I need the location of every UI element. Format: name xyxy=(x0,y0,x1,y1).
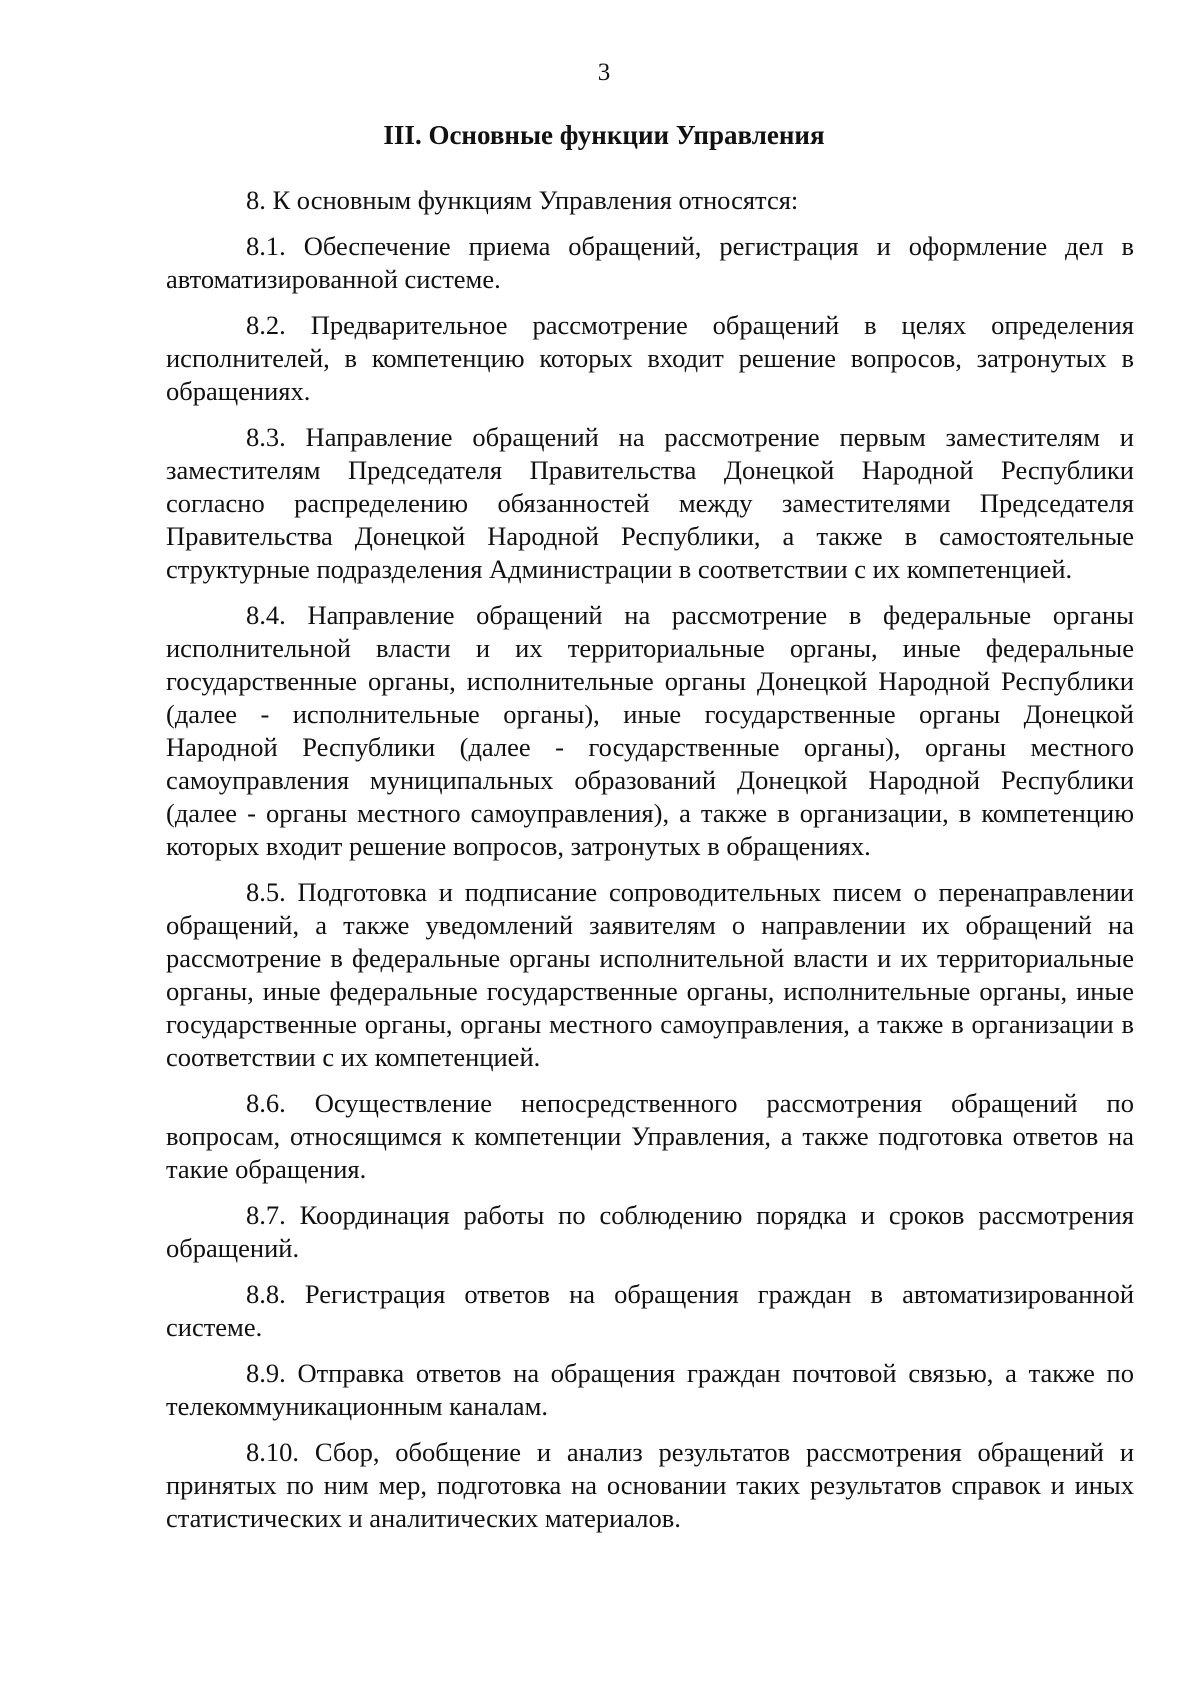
paragraph-8-3: 8.3. Направление обращений на рассмотрение первым заместителям и заместителям Председателя Правительства Донецкой Народной Республики согласно распределению обязанностей между заместителями Председателя Правительства Донецкой Народной Республики, а также в самостоятельные структурные подразделения Администрации в соответствии с их компетенцией. xyxy=(166,422,1134,584)
paragraph-8-8: 8.8. Регистрация ответов на обращения граждан в автоматизированной системе. xyxy=(166,1279,1134,1342)
paragraph-8-9: 8.9. Отправка ответов на обращения граждан почтовой связью, а также по телекоммуникационным каналам. xyxy=(166,1358,1134,1421)
paragraph-8-4: 8.4. Направление обращений на рассмотрение в федеральные органы исполнительной власти и их территориальные органы, иные федеральные государственные органы, исполнительные органы Донецкой Народной Республики (далее - исполнительные органы), иные государственные органы Донецкой Народной Республики (далее - государственные органы), органы местного самоуправления муниципальных образований Донецкой Народной Республики (далее - органы местного самоуправления), а также в организации, в компетенцию которых входит решение вопросов, затронутых в обращениях. xyxy=(166,600,1134,861)
document-body xyxy=(166,184,1134,1548)
paragraph-8-6: 8.6. Осуществление непосредственного рассмотрения обращений по вопросам, относящимся к компетенции Управления, а также подготовка ответов на такие обращения. xyxy=(166,1088,1134,1184)
paragraph-8-1: 8.1. Обеспечение приема обращений, регистрация и оформление дел в автоматизированной системе. xyxy=(166,231,1134,294)
paragraph-8: 8. К основным функциям Управления относятся: xyxy=(246,185,799,215)
paragraph-8-2: 8.2. Предварительное рассмотрение обращений в целях определения исполнителей, в компетенцию которых входит решение вопросов, затронутых в обращениях. xyxy=(166,310,1134,406)
paragraph-8-10: 8.10. Сбор, обобщение и анализ результатов рассмотрения обращений и принятых по ним мер, подготовка на основании таких результатов справок и иных статистических и аналитических материалов. xyxy=(166,1437,1134,1533)
paragraph-8-7: 8.7. Координация работы по соблюдению порядка и сроков рассмотрения обращений. xyxy=(166,1200,1134,1263)
paragraph-8-5: 8.5. Подготовка и подписание сопроводительных писем о перенаправлении обращений, а также уведомлений заявителям о направлении их обращений на рассмотрение в федеральные органы исполнительной власти и их территориальные органы, иные федеральные государственные органы, исполнительные органы, иные государственные органы, органы местного самоуправления, а также в организации в соответствии с их компетенцией. xyxy=(166,877,1134,1072)
page-number: 3 xyxy=(597,59,611,86)
section-title: III. Основные функции Управления xyxy=(383,120,825,150)
